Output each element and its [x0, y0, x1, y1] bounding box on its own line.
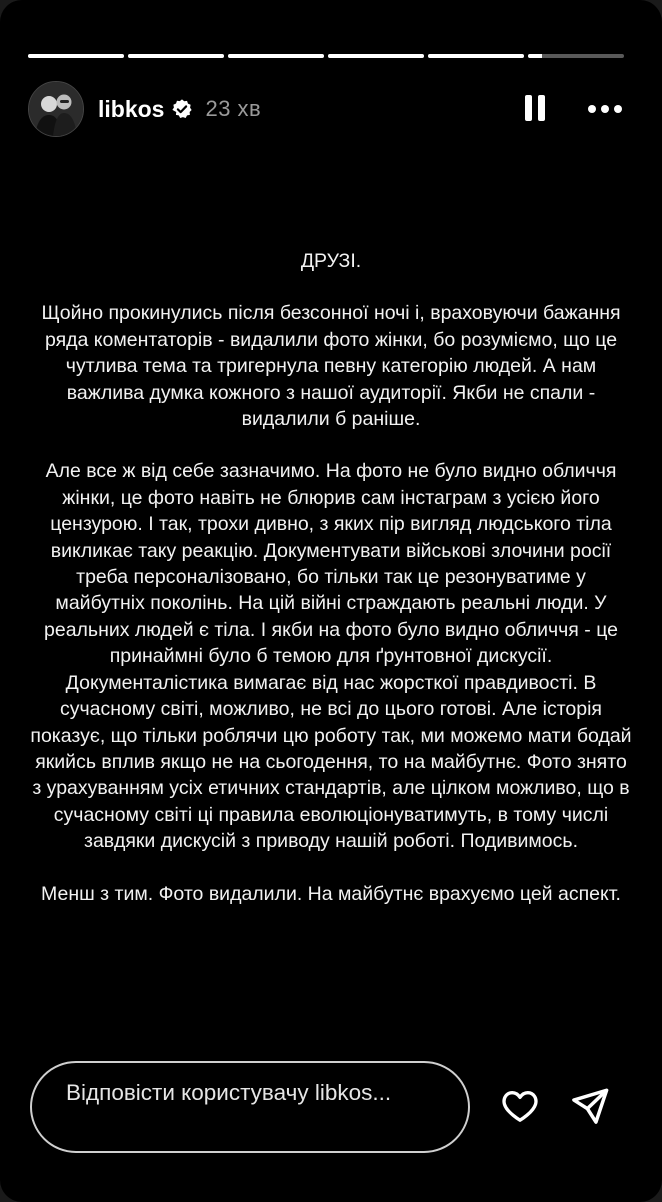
- progress-segment: [228, 54, 324, 58]
- verified-badge-icon: [171, 98, 193, 120]
- story-time: 23 хв: [205, 96, 262, 121]
- more-options-icon[interactable]: [588, 105, 622, 113]
- avatar[interactable]: [28, 81, 84, 137]
- story-paragraph: Менш з тим. Фото видалили. На майбутнє врахуємо цей аспект.: [41, 882, 621, 905]
- username[interactable]: libkos: [98, 95, 165, 122]
- pause-icon[interactable]: [522, 95, 548, 123]
- story-header: [28, 80, 622, 138]
- send-icon[interactable]: [569, 1085, 611, 1127]
- progress-segment: [428, 54, 524, 58]
- heart-icon[interactable]: [499, 1086, 541, 1126]
- progress-segment: [28, 54, 124, 58]
- progress-segment: [328, 54, 424, 58]
- reply-input[interactable]: Відповісти користувачу libkos...: [30, 1061, 470, 1153]
- avatar-photo: [29, 82, 83, 136]
- story-text: [30, 248, 632, 933]
- story-paragraph: Але все ж від себе зазначимо. На фото не було видно обличчя жінки, це фото навіть не блюрив сам інстаграм з усією його цензурою. І так, трохи дивно, з яких пір вигляд людського тіла викликає таку реакцію. Документувати військові злочини росії треба персоналізовано, бо тільки так це резонуватиме у майбутніх поколінь. На цій війні страждають реальні люди. У реальних людей є тіла. І якби на фото було видно обличчя - це принаймні було б темою для ґрунтовної дискусії. Документалістика вимагає від нас жорсткої правдивості. В сучасному світі, можливо, не всі до цього готові. Але історія показує, що тільки роблячи цю роботу так, ми можемо мати бодай якийсь вплив якщо не на сьогодення, то на майбутнє. Фото знято з урахуванням усіх етичних стандартів, але цілком можливо, що в сучасному світі ці правила еволюціонуватимуть, в тому числі завдяки дискусій з приводу нашій роботі. Подивимось.: [30, 460, 632, 853]
- progress-segment: [128, 54, 224, 58]
- story-title: ДРУЗІ.: [300, 250, 362, 272]
- story-paragraph: Щойно прокинулись після безсонної ночі і, враховуючи бажання ряда коментаторів - видалили фото жінки, бо розуміємо, що це чутлива тема та тригернула певну категорію людей. А нам важлива думка кожного з нашої аудиторії. Якби не спали - видалили б раніше.: [41, 302, 621, 431]
- story-progress-bar: [28, 54, 624, 58]
- progress-segment: [528, 54, 624, 58]
